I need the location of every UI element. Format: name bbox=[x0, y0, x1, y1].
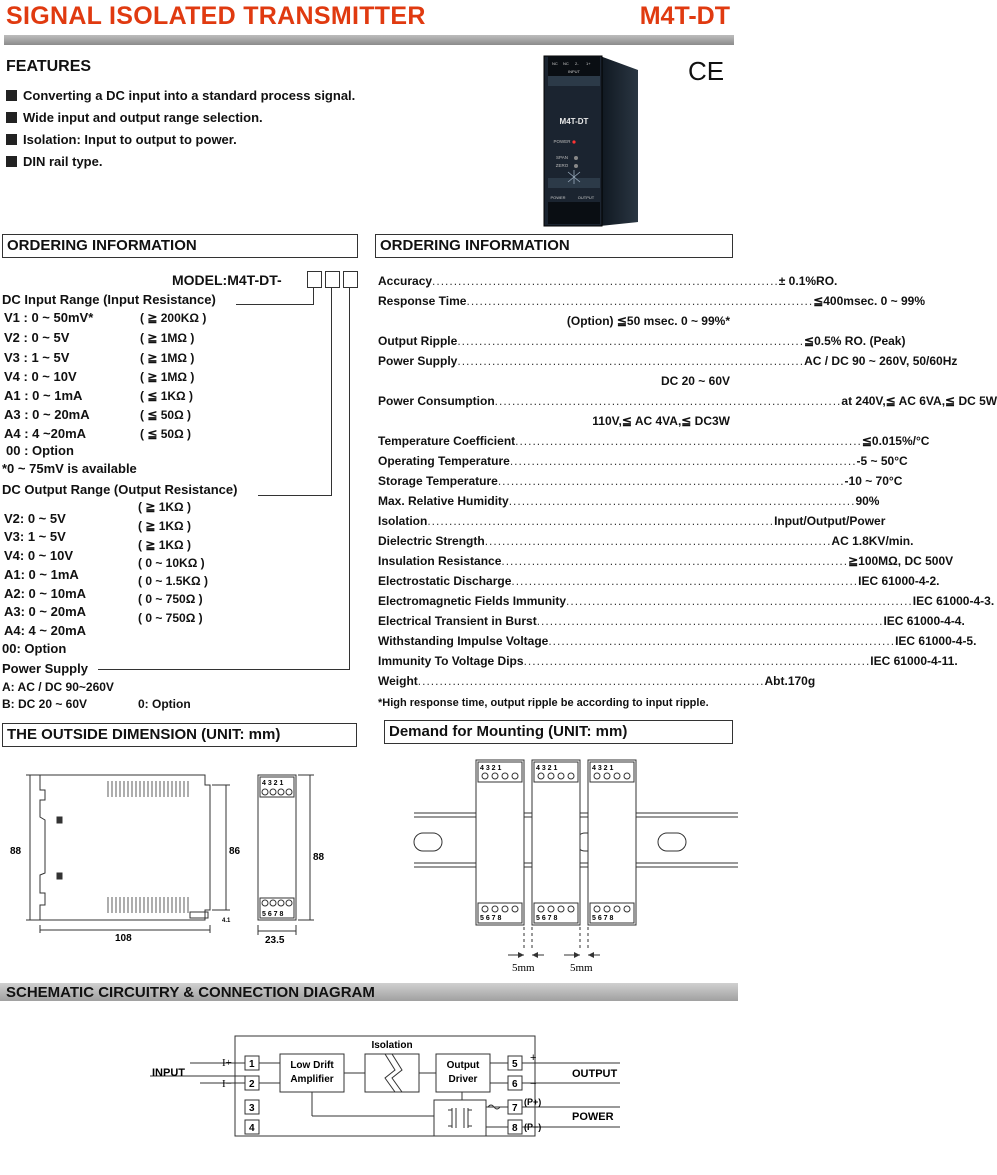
bracket-line bbox=[349, 288, 350, 670]
spec-value: IEC 61000-4-4. bbox=[883, 614, 965, 628]
terminal-2: 2 bbox=[249, 1079, 255, 1090]
spec-row bbox=[378, 534, 914, 548]
spec-row bbox=[378, 674, 816, 688]
spec-leader-dots: ................................................................................ bbox=[511, 574, 859, 588]
output-range-code: A2: 0 ~ 10mA bbox=[4, 586, 87, 601]
spec-note: *High response time, output ripple be according to input ripple. bbox=[378, 697, 709, 709]
device-zero-label: ZERO bbox=[555, 163, 569, 168]
bracket-line bbox=[258, 495, 332, 496]
spec-leader-dots: ................................................................................ bbox=[484, 534, 832, 548]
terminal-numbers-bottom: 5 6 7 8 bbox=[262, 911, 284, 918]
spec-value: -5 ~ 50°C bbox=[856, 454, 908, 468]
input-plus-label: I+ bbox=[222, 1057, 232, 1069]
input-option: 00 : Option bbox=[6, 443, 74, 458]
output-range-code: V2: 0 ~ 5V bbox=[4, 511, 66, 526]
output-range-code: A1: 0 ~ 1mA bbox=[4, 567, 79, 582]
terminal-6: 6 bbox=[512, 1079, 518, 1090]
input-range-code: V1 : 0 ~ 50mV* bbox=[4, 310, 94, 325]
span-trimmer-icon bbox=[574, 156, 578, 160]
input-range-resistance: ( ≦ 50Ω ) bbox=[140, 408, 192, 422]
spec-label: Max. Relative Humidity bbox=[378, 494, 509, 508]
terminal-1: 1 bbox=[249, 1059, 255, 1070]
power-plus-label: (P+) bbox=[524, 1097, 542, 1107]
output-range-resistance: ( ≧ 1KΩ ) bbox=[138, 538, 192, 552]
input-minus-label: I− bbox=[222, 1078, 232, 1090]
terminal-numbers-bottom: 5 6 7 8 bbox=[536, 915, 558, 922]
gap-label: 5mm bbox=[570, 962, 593, 974]
schematic-output-label: OUTPUT bbox=[572, 1068, 618, 1080]
spec-leader-dots: ................................................................................ bbox=[501, 554, 849, 568]
power-supply-heading: Power Supply bbox=[2, 661, 88, 676]
bullet-square-icon bbox=[6, 90, 17, 101]
driver-label-1: Output bbox=[446, 1060, 480, 1071]
spec-label: Electromagnetic Fields Immunity bbox=[378, 594, 567, 608]
spec-leader-dots: ................................................................................ bbox=[566, 594, 913, 608]
dim-height-88-front: 88 bbox=[313, 852, 325, 863]
bracket-line bbox=[331, 288, 332, 496]
dim-width-108: 108 bbox=[115, 933, 132, 944]
model-code: MODEL:M4T-DT- bbox=[172, 272, 282, 288]
spec-label: Dielectric Strength bbox=[378, 534, 485, 548]
bracket-line bbox=[236, 304, 314, 305]
spec-value: -10 ~ 70°C bbox=[844, 474, 903, 488]
spec-label: Insulation Resistance bbox=[378, 554, 502, 568]
spec-leader-dots: ................................................................................ bbox=[548, 634, 896, 648]
dim-offset-4-1: 4.1 bbox=[222, 918, 231, 924]
spec-leader-dots: ................................................................................ bbox=[466, 294, 814, 308]
dim-height-88: 88 bbox=[10, 846, 22, 857]
mounting-heading: Demand for Mounting (UNIT: mm) bbox=[384, 720, 733, 744]
output-range-resistance: ( 0 ~ 750Ω ) bbox=[138, 592, 203, 606]
spec-value: AC / DC 90 ~ 260V, 50/60Hz bbox=[804, 354, 958, 368]
terminal-nc-label: NC bbox=[552, 61, 558, 66]
spec-row bbox=[378, 514, 886, 528]
spec-row bbox=[378, 654, 958, 668]
driver-label-2: Driver bbox=[448, 1074, 478, 1085]
bracket-line bbox=[313, 288, 314, 304]
spec-value: Abt.170g bbox=[764, 674, 816, 688]
spec-row bbox=[378, 434, 930, 448]
schematic-power-label: POWER bbox=[572, 1111, 614, 1123]
device-power-terminal-label: POWER bbox=[550, 195, 566, 200]
gap-label: 5mm bbox=[512, 962, 535, 974]
spec-row bbox=[378, 294, 926, 308]
spec-value: AC 1.8KV/min. bbox=[831, 534, 914, 548]
spec-row bbox=[378, 274, 838, 288]
spec-value: ≧100MΩ, DC 500V bbox=[848, 554, 954, 568]
terminal-7: 7 bbox=[512, 1103, 518, 1114]
input-range-resistance: ( ≧ 200KΩ ) bbox=[140, 311, 207, 325]
spec-leader-dots: ................................................................................ bbox=[494, 394, 842, 408]
terminal-numbers-top: 4 3 2 1 bbox=[480, 765, 502, 772]
input-range-code: V4 : 0 ~ 10V bbox=[4, 369, 77, 384]
input-range-code: A1 : 0 ~ 1mA bbox=[4, 388, 83, 403]
spec-value: IEC 61000-4-11. bbox=[870, 654, 958, 668]
ce-mark-icon: CE bbox=[688, 56, 725, 86]
dimension-heading: THE OUTSIDE DIMENSION (UNIT: mm) bbox=[2, 723, 357, 747]
input-range-code: A4 : 4 ~20mA bbox=[4, 426, 87, 441]
input-range-resistance: ( ≦ 1KΩ ) bbox=[140, 389, 194, 403]
power-minus-label: (P−) bbox=[524, 1122, 542, 1132]
spec-row bbox=[378, 334, 906, 348]
spec-value: IEC 61000-4-3. bbox=[912, 594, 995, 608]
amplifier-label-2: Amplifier bbox=[290, 1074, 334, 1085]
power-led-icon bbox=[572, 140, 575, 143]
spec-value: Input/Output/Power bbox=[774, 514, 886, 528]
feature-text: Isolation: Input to output to power. bbox=[23, 132, 237, 147]
input-range-heading: DC Input Range (Input Resistance) bbox=[2, 292, 216, 307]
input-range-code: A3 : 0 ~ 20mA bbox=[4, 407, 90, 422]
spec-value: ≦0.015%/°C bbox=[861, 434, 930, 448]
device-input-label: INPUT bbox=[568, 69, 580, 74]
spec-label: Storage Temperature bbox=[378, 474, 498, 488]
spec-leader-dots: ................................................................................ bbox=[417, 674, 765, 688]
output-range-resistance: ( ≧ 1KΩ ) bbox=[138, 500, 192, 514]
input-range-code: V3 : 1 ~ 5V bbox=[4, 350, 70, 365]
input-range-resistance: ( ≧ 1MΩ ) bbox=[140, 351, 195, 365]
spec-row bbox=[378, 454, 908, 468]
output-range-code: V4: 0 ~ 10V bbox=[4, 548, 74, 563]
spec-value: ± 0.1%RO. bbox=[778, 274, 838, 288]
spec-value: ≦0.5% RO. (Peak) bbox=[804, 334, 906, 348]
input-range-resistance: ( ≧ 1MΩ ) bbox=[140, 370, 195, 384]
feature-item bbox=[6, 88, 355, 103]
spec-row bbox=[378, 634, 977, 648]
spec-row bbox=[378, 554, 954, 568]
terminal-2-label: 2- bbox=[575, 61, 579, 66]
spec-label: Output Ripple bbox=[378, 334, 458, 348]
model-code-box-output bbox=[325, 271, 340, 288]
input-range-code: V2 : 0 ~ 5V bbox=[4, 330, 70, 345]
mounting-drawing bbox=[400, 755, 738, 980]
terminal-8: 8 bbox=[512, 1123, 518, 1134]
isolation-label: Isolation bbox=[371, 1040, 413, 1051]
spec-leader-dots: ................................................................................ bbox=[427, 514, 775, 528]
spec-row bbox=[378, 494, 880, 508]
input-note: *0 ~ 75mV is available bbox=[2, 461, 137, 476]
spec-value-continued: 110V,≦ AC 4VA,≦ DC3W bbox=[592, 414, 730, 428]
dim-height-86: 86 bbox=[229, 846, 241, 857]
spec-label: Accuracy bbox=[378, 274, 433, 288]
spec-leader-dots: ................................................................................ bbox=[457, 354, 805, 368]
terminal-4: 4 bbox=[249, 1123, 255, 1134]
spec-label: Power Supply bbox=[378, 354, 458, 368]
spec-value: at 240V,≦ AC 6VA,≦ DC 5W bbox=[841, 394, 997, 408]
amplifier-label-1: Low Drift bbox=[290, 1060, 334, 1071]
spec-label: Weight bbox=[378, 674, 418, 688]
device-output-terminal-label: OUTPUT bbox=[577, 195, 595, 200]
spec-label: Operating Temperature bbox=[378, 454, 510, 468]
terminal-3: 3 bbox=[249, 1103, 255, 1114]
terminal-numbers-bottom: 5 6 7 8 bbox=[480, 915, 502, 922]
feature-item bbox=[6, 132, 237, 147]
zero-trimmer-icon bbox=[574, 164, 578, 168]
spec-label: Electrostatic Discharge bbox=[378, 574, 512, 588]
spec-label: Isolation bbox=[378, 514, 428, 528]
spec-leader-dots: ................................................................................ bbox=[509, 454, 857, 468]
spec-leader-dots: ................................................................................ bbox=[432, 274, 779, 288]
spec-row bbox=[378, 574, 940, 588]
output-plus-label: + bbox=[530, 1052, 537, 1064]
power-option-0: 0: Option bbox=[138, 697, 191, 711]
device-span-label: SPAN bbox=[556, 155, 568, 160]
output-range-code: A3: 0 ~ 20mA bbox=[4, 604, 87, 619]
power-option-b: B: DC 20 ~ 60V bbox=[2, 697, 88, 711]
output-option: 00: Option bbox=[2, 641, 67, 656]
device-model-label: M4T-DT bbox=[559, 117, 589, 126]
terminal-numbers-top: 4 3 2 1 bbox=[592, 765, 614, 772]
spec-value-continued: DC 20 ~ 60V bbox=[660, 374, 730, 388]
feature-text: Wide input and output range selection. bbox=[23, 110, 263, 125]
feature-text: DIN rail type. bbox=[23, 154, 103, 169]
terminal-1-label: 1+ bbox=[586, 61, 591, 66]
spec-label: Immunity To Voltage Dips bbox=[378, 654, 524, 668]
input-range-resistance: ( ≦ 50Ω ) bbox=[140, 427, 192, 441]
terminal-numbers-top: 4 3 2 1 bbox=[536, 765, 558, 772]
spec-label: Temperature Coefficient bbox=[378, 434, 516, 448]
bullet-square-icon bbox=[6, 134, 17, 145]
spec-label: Response Time bbox=[378, 294, 467, 308]
ordering-right-heading: ORDERING INFORMATION bbox=[375, 234, 733, 258]
spec-row bbox=[378, 394, 997, 408]
device-photo bbox=[538, 52, 648, 228]
output-range-code: A4: 4 ~ 20mA bbox=[4, 623, 87, 638]
spec-label: Power Consumption bbox=[378, 394, 495, 408]
terminal-numbers-bottom: 5 6 7 8 bbox=[592, 915, 614, 922]
bullet-square-icon bbox=[6, 156, 17, 167]
output-range-resistance: ( 0 ~ 750Ω ) bbox=[138, 611, 203, 625]
device-power-label: POWER bbox=[553, 139, 571, 144]
spec-row bbox=[378, 594, 995, 608]
spec-row bbox=[378, 474, 903, 488]
title-bar bbox=[4, 35, 734, 45]
dim-width-23-5: 23.5 bbox=[265, 935, 285, 946]
output-range-resistance: ( 0 ~ 1.5KΩ ) bbox=[138, 574, 208, 588]
spec-value: IEC 61000-4-2. bbox=[858, 574, 940, 588]
input-range-resistance: ( ≧ 1MΩ ) bbox=[140, 331, 195, 345]
output-range-resistance: ( 0 ~ 10KΩ ) bbox=[138, 556, 205, 570]
spec-label: Withstanding Impulse Voltage bbox=[378, 634, 549, 648]
output-range-heading: DC Output Range (Output Resistance) bbox=[2, 482, 238, 497]
spec-value: ≦400msec. 0 ~ 99% bbox=[813, 294, 926, 308]
spec-leader-dots: ................................................................................ bbox=[523, 654, 871, 668]
schematic-input-label: INPUT bbox=[152, 1067, 185, 1079]
feature-text: Converting a DC input into a standard process signal. bbox=[23, 88, 356, 103]
spec-row bbox=[378, 614, 965, 628]
spec-leader-dots: ................................................................................ bbox=[536, 614, 884, 628]
dimension-drawing bbox=[0, 755, 370, 955]
ordering-left-heading: ORDERING INFORMATION bbox=[2, 234, 358, 258]
model-code-box-input bbox=[307, 271, 322, 288]
spec-leader-dots: ................................................................................ bbox=[508, 494, 856, 508]
spec-leader-dots: ................................................................................ bbox=[457, 334, 805, 348]
model-title: M4T-DT bbox=[639, 2, 730, 30]
spec-value-continued: (Option) ≦50 msec. 0 ~ 99%* bbox=[566, 314, 730, 328]
schematic-heading: SCHEMATIC CIRCUITRY & CONNECTION DIAGRAM bbox=[6, 984, 375, 1001]
output-range-resistance: ( ≧ 1KΩ ) bbox=[138, 519, 192, 533]
model-code-box-power bbox=[343, 271, 358, 288]
schematic-diagram bbox=[0, 1030, 738, 1170]
features-heading: FEATURES bbox=[6, 58, 92, 75]
feature-item bbox=[6, 110, 263, 125]
terminal-5: 5 bbox=[512, 1059, 518, 1070]
spec-value: IEC 61000-4-5. bbox=[895, 634, 977, 648]
spec-value: 90% bbox=[855, 494, 880, 508]
feature-item bbox=[6, 154, 102, 169]
spec-leader-dots: ................................................................................ bbox=[515, 434, 862, 448]
spec-label: Electrical Transient in Burst bbox=[378, 614, 537, 628]
power-option-a: A: AC / DC 90~260V bbox=[2, 680, 114, 694]
spec-leader-dots: ................................................................................ bbox=[497, 474, 845, 488]
terminal-numbers-top: 4 3 2 1 bbox=[262, 780, 284, 787]
bracket-line bbox=[98, 669, 350, 670]
page-title: SIGNAL ISOLATED TRANSMITTER bbox=[6, 2, 426, 30]
terminal-nc-label: NC bbox=[563, 61, 569, 66]
output-minus-label: − bbox=[530, 1078, 537, 1090]
bullet-square-icon bbox=[6, 112, 17, 123]
spec-row bbox=[378, 354, 958, 368]
output-range-code: V3: 1 ~ 5V bbox=[4, 529, 66, 544]
